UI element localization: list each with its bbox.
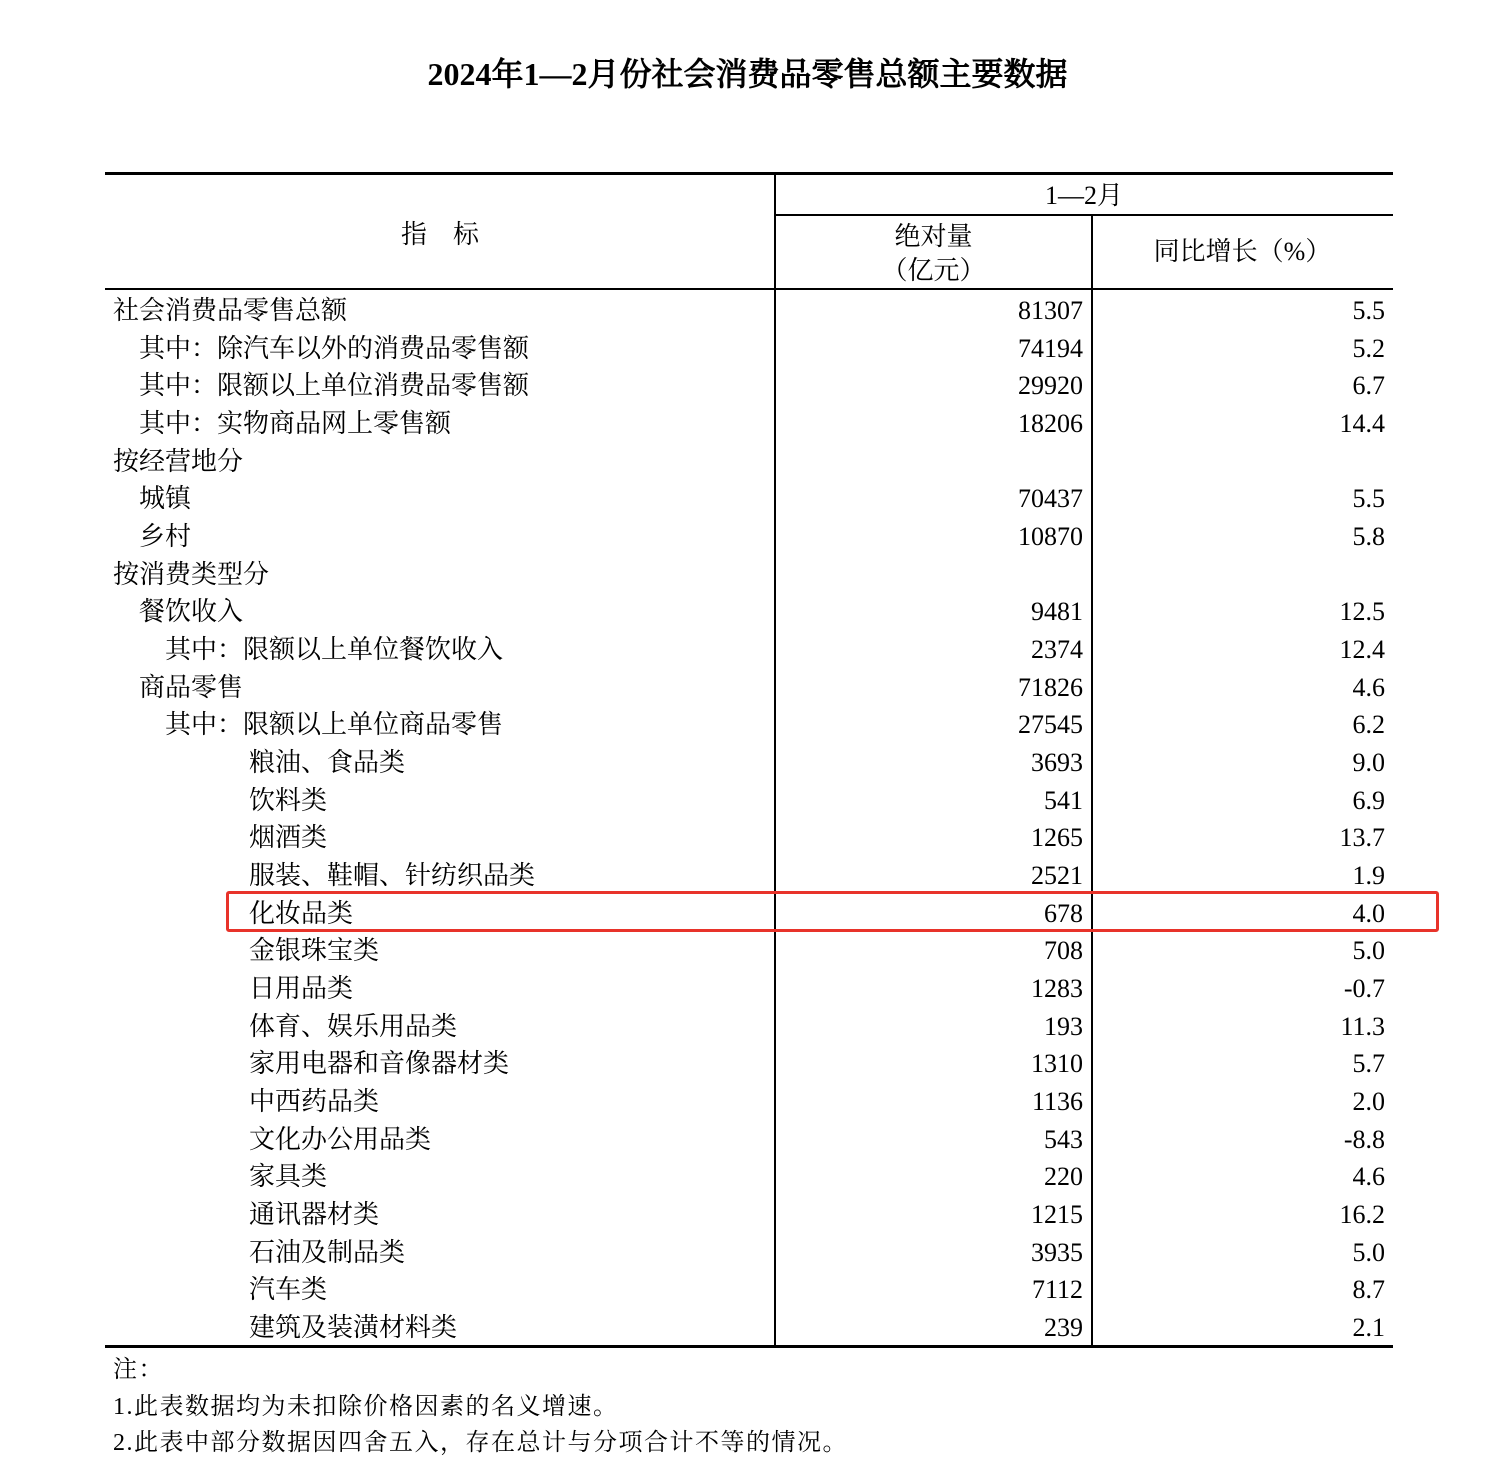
table-row	[105, 367, 1393, 405]
table-top-rule	[105, 172, 1393, 175]
row-label: 金银珠宝类	[249, 936, 380, 966]
yoy-growth-cell: 1.9	[1352, 861, 1385, 891]
absolute-value-cell: 3935	[1031, 1237, 1083, 1267]
table-row	[105, 706, 1393, 744]
row-label: 文化办公用品类	[249, 1124, 432, 1154]
table-row	[105, 292, 1393, 330]
table-row	[105, 782, 1393, 820]
highlight-box	[226, 891, 1439, 932]
absolute-value-cell: 1265	[1031, 823, 1083, 853]
row-label: 城镇	[139, 484, 192, 514]
absolute-value-cell: 10870	[1018, 522, 1083, 552]
yoy-growth-cell: 4.6	[1352, 1162, 1385, 1192]
row-label: 其中：限额以上单位商品零售	[165, 710, 504, 740]
row-label: 汽车类	[249, 1275, 328, 1305]
footnote-item: 2.此表中部分数据因四舍五入，存在总计与分项合计不等的情况。	[113, 1430, 848, 1456]
table-row	[105, 1234, 1393, 1272]
row-label: 商品零售	[139, 672, 244, 702]
absolute-value-cell: 2374	[1031, 635, 1083, 665]
yoy-growth-cell: 6.7	[1352, 371, 1385, 401]
yoy-growth-cell: 12.4	[1339, 635, 1385, 665]
absolute-value-cell: 239	[1044, 1313, 1083, 1343]
absolute-value-cell: 3693	[1031, 748, 1083, 778]
absolute-value-cell: 541	[1044, 785, 1083, 815]
row-label: 中西药品类	[249, 1087, 380, 1117]
row-label: 通讯器材类	[249, 1200, 380, 1230]
absolute-value-cell: 2521	[1031, 861, 1083, 891]
absolute-value-cell: 70437	[1018, 484, 1083, 514]
table-group-row	[105, 443, 1393, 481]
yoy-growth-cell: 6.9	[1352, 785, 1385, 815]
absolute-value-cell: 678	[1044, 898, 1083, 928]
yoy-growth-cell: 5.7	[1352, 1049, 1385, 1079]
row-label: 餐饮收入	[139, 597, 244, 627]
table-row	[105, 1121, 1393, 1159]
table-row	[105, 1309, 1393, 1347]
absolute-value-cell: 27545	[1018, 710, 1083, 740]
absolute-value-cell: 71826	[1018, 672, 1083, 702]
table-row	[105, 480, 1393, 518]
row-label: 饮料类	[249, 785, 328, 815]
footnotes	[113, 1352, 1413, 1462]
yoy-growth-cell: 5.5	[1352, 296, 1385, 325]
page-title: 2024年1—2月份社会消费品零售总额主要数据	[427, 56, 1068, 92]
row-label: 粮油、食品类	[249, 748, 406, 778]
row-label: 其中：限额以上单位消费品零售额	[139, 371, 530, 401]
row-label: 社会消费品零售总额	[113, 296, 348, 325]
table-group-row	[105, 556, 1393, 594]
row-label: 体育、娱乐用品类	[249, 1011, 458, 1041]
absolute-value-cell: 1136	[1031, 1087, 1083, 1117]
yoy-growth-cell: 2.0	[1352, 1087, 1385, 1117]
yoy-growth-cell: 13.7	[1339, 823, 1385, 853]
row-label: 石油及制品类	[249, 1237, 406, 1267]
yoy-growth-cell: 16.2	[1339, 1200, 1385, 1230]
yoy-growth-cell: 6.2	[1352, 710, 1385, 740]
row-label: 家具类	[249, 1162, 328, 1192]
absolute-value-cell: 29920	[1018, 371, 1083, 401]
yoy-growth-cell: 14.4	[1339, 409, 1385, 439]
row-label: 烟酒类	[249, 823, 328, 853]
row-label: 乡村	[139, 522, 192, 552]
row-label: 家用电器和音像器材类	[249, 1049, 510, 1079]
yoy-growth-cell: 5.0	[1352, 1237, 1385, 1267]
row-label: 建筑及装潢材料类	[249, 1313, 458, 1343]
table-row	[105, 857, 1393, 895]
absolute-value-cell: 9481	[1031, 597, 1083, 627]
absolute-value-cell: 543	[1044, 1124, 1083, 1154]
absolute-value-cell: 18206	[1018, 409, 1083, 439]
yoy-growth-cell: 5.0	[1352, 936, 1385, 966]
table-row	[105, 1045, 1393, 1083]
absolute-value-cell: 81307	[1018, 296, 1083, 325]
absolute-value-cell: 220	[1044, 1162, 1083, 1192]
table-row	[105, 932, 1393, 970]
absolute-value-header-unit: （亿元）	[881, 256, 986, 285]
footnote-heading: 注：	[113, 1357, 164, 1383]
table-row	[105, 405, 1393, 443]
row-label: 其中：除汽车以外的消费品零售额	[139, 333, 530, 363]
table-row	[105, 518, 1393, 556]
yoy-growth-cell: 8.7	[1352, 1275, 1385, 1305]
yoy-growth-cell: 4.0	[1352, 898, 1385, 928]
table-row	[105, 631, 1393, 669]
table-row	[105, 330, 1393, 368]
absolute-value-cell: 193	[1044, 1011, 1083, 1041]
absolute-value-header	[775, 220, 1092, 288]
absolute-value-cell: 708	[1044, 936, 1083, 966]
absolute-value-cell: 1310	[1031, 1049, 1083, 1079]
yoy-growth-cell: 12.5	[1339, 597, 1385, 627]
table-row	[105, 1083, 1393, 1121]
table-row	[105, 593, 1393, 631]
table-row	[105, 1158, 1393, 1196]
absolute-value-cell: 7112	[1031, 1275, 1083, 1305]
yoy-growth-cell: 5.5	[1352, 484, 1385, 514]
period-header: 1—2月	[1044, 181, 1123, 210]
footnote-item: 1.此表数据均为未扣除价格因素的名义增速。	[113, 1393, 619, 1420]
group-label: 按消费类型分	[113, 559, 270, 589]
yoy-growth-cell: 9.0	[1352, 748, 1385, 778]
row-label: 化妆品类	[249, 898, 354, 928]
row-label: 其中：实物商品网上零售额	[139, 409, 452, 439]
table-row	[105, 1196, 1393, 1234]
yoy-growth-header: 同比增长（%）	[1153, 237, 1332, 266]
indicator-header: 指 标	[400, 220, 479, 249]
yoy-growth-cell: 2.1	[1352, 1313, 1385, 1343]
absolute-value-cell: 1215	[1031, 1200, 1083, 1230]
table-row	[105, 744, 1393, 782]
table-row	[105, 1271, 1393, 1309]
yoy-growth-cell: 5.2	[1352, 333, 1385, 363]
yoy-growth-cell: 4.6	[1352, 672, 1385, 702]
group-label: 按经营地分	[113, 446, 244, 476]
yoy-growth-cell: 11.3	[1340, 1011, 1385, 1041]
row-label: 日用品类	[249, 974, 354, 1004]
absolute-value-cell: 1283	[1031, 974, 1083, 1004]
absolute-value-header-label: 绝对量	[894, 222, 973, 251]
yoy-growth-cell: -8.8	[1343, 1124, 1385, 1154]
table-row	[105, 970, 1393, 1008]
table-body	[105, 292, 1393, 1347]
yoy-growth-cell: 5.8	[1352, 522, 1385, 552]
row-label: 其中：限额以上单位餐饮收入	[165, 635, 504, 665]
table-row	[105, 819, 1393, 857]
table-row	[105, 1008, 1393, 1046]
absolute-value-cell: 74194	[1018, 333, 1083, 363]
table-row	[105, 669, 1393, 707]
row-label: 服装、鞋帽、针纺织品类	[249, 861, 536, 891]
yoy-growth-cell: -0.7	[1343, 974, 1385, 1004]
